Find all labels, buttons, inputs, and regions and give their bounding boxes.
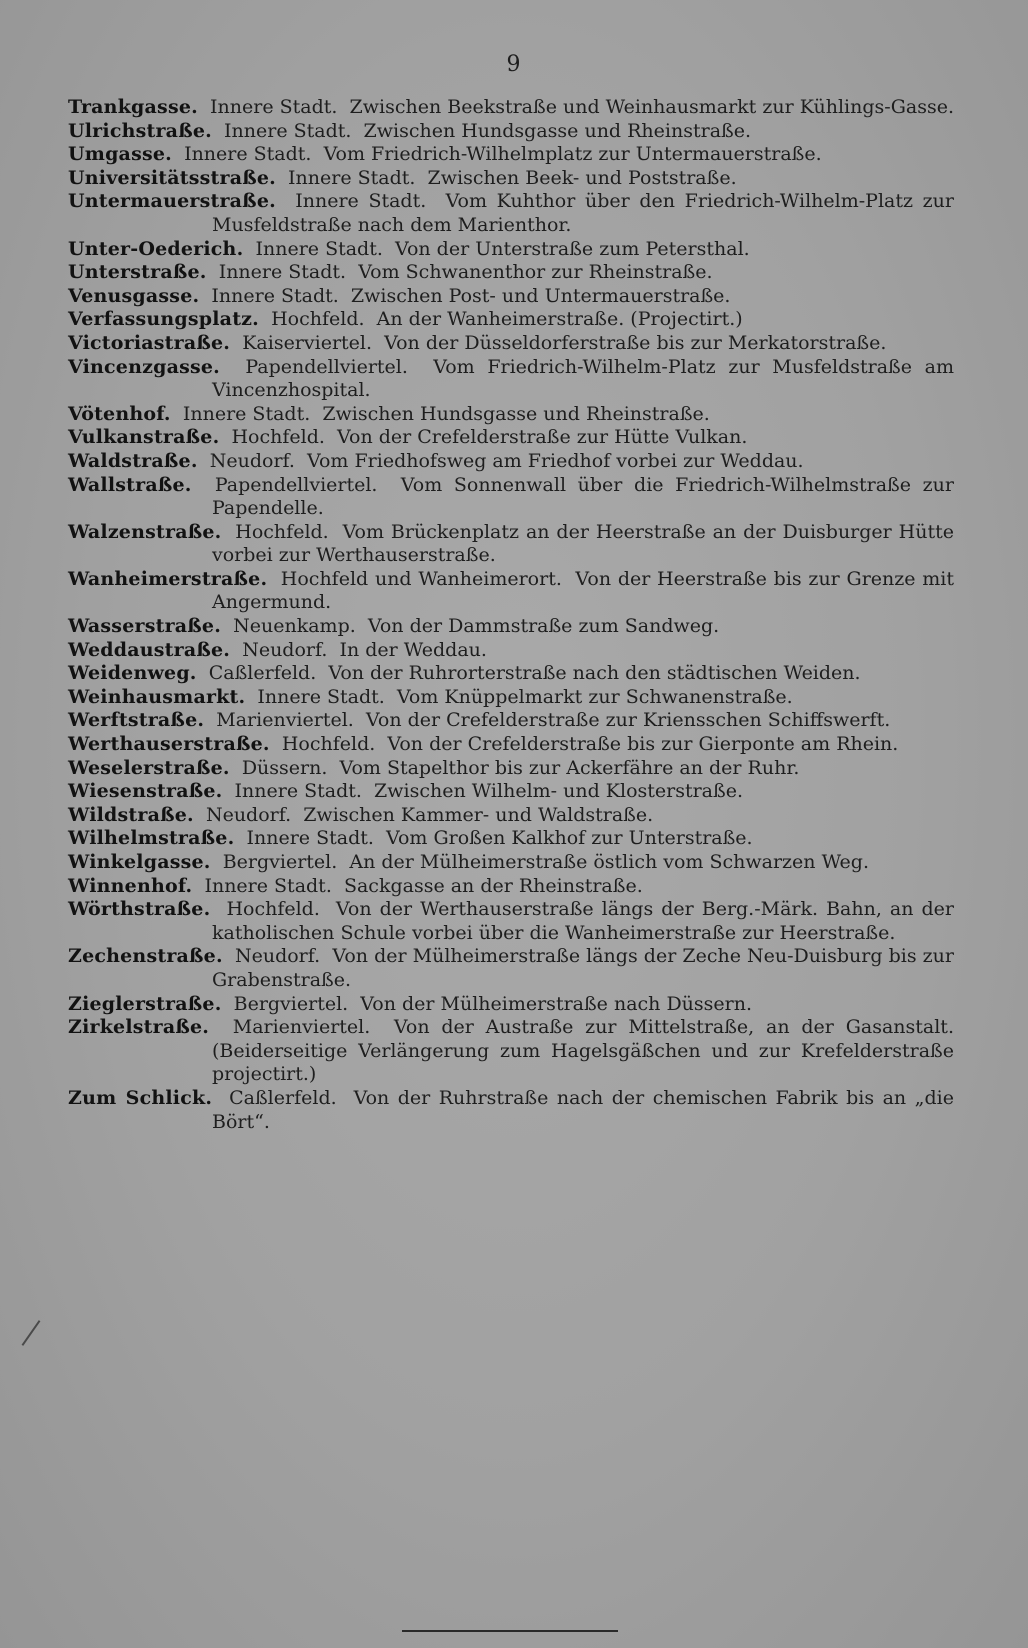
street-entry [68,851,954,875]
street-name: Winkelgasse. [68,851,211,873]
street-entry [68,332,954,356]
street-district: Innere Stadt. [182,402,311,425]
street-district: Innere Stadt. [204,874,332,897]
street-district: Neudorf. [242,638,328,661]
street-description: Von der Mülheimerstraße nach Düssern. [360,992,753,1015]
street-district: Hochfeld. [235,520,329,543]
street-name: Wilhelmstraße. [68,827,235,850]
street-name: Zechenstraße. [68,945,223,968]
street-description: Zwischen Kammer- und Waldstraße. [303,803,654,826]
street-name: Wanheimerstraße. [68,567,268,590]
street-description: Sackgasse an der Rheinstraße. [343,874,643,897]
street-description: Vom Sonnenwall über die Friedrich-Wilhelmstraße zur Papendelle. [212,473,954,520]
street-name: Venusgasse. [68,284,200,307]
street-name: Weselerstraße. [68,756,230,779]
street-entry [68,403,954,427]
street-entry [68,356,954,403]
street-name: Werthauserstraße. [68,733,270,756]
street-name: Wasserstraße. [68,615,222,638]
street-district: Neuenkamp. [233,615,356,638]
street-entry [68,568,954,615]
street-description: Vom Stapelthor bis zur Ackerfähre an der Ruhr. [339,756,800,779]
street-entry [68,1087,954,1134]
street-name: Wildstraße. [68,803,194,826]
street-directory-list [68,96,954,1134]
street-district: Kaiserviertel. [242,331,373,354]
street-district: Papendellviertel. [245,355,408,378]
street-name: Weidenweg. [68,662,197,685]
street-entry [68,804,954,828]
street-name: Zum Schlick. [68,1086,213,1109]
street-description: Von der Düsseldorferstraße bis zur Merkatorstraße. [384,331,887,354]
street-entry [68,615,954,639]
street-description: Vom Schwanenthor zur Rheinstraße. [358,261,713,284]
street-name: Universitätsstraße. [68,166,276,189]
street-name: Wörthstraße. [68,898,211,921]
street-description: Zwischen Wilhelm- und Klosterstraße. [374,780,743,803]
street-district: Innere Stadt. [295,190,427,213]
street-entry [68,686,954,710]
street-district: Innere Stadt. [218,261,347,284]
street-district: Neudorf. [205,803,292,826]
street-entry [68,120,954,144]
street-entry [68,898,954,945]
street-name: Wallstraße. [68,473,192,496]
street-description: Von der Mülheimerstraße längs der Zeche Neu-Duisburg bis zur Grabenstraße. [212,945,954,991]
street-description: Vom Friedrich-Wilhelm-Platz zur Musfeldstraße am Vincenzhospital. [212,355,954,402]
street-name: Zirkelstraße. [68,1016,210,1039]
end-rule [402,1630,618,1632]
street-description: Zwischen Post- und Untermauerstraße. [350,284,731,307]
street-district: Innere Stadt. [246,827,374,850]
street-name: Verfassungsplatz. [68,308,259,331]
street-description: Vom Friedhofsweg am Friedhof vorbei zur Weddau. [307,449,804,472]
street-district: Hochfeld. [226,898,320,921]
street-description: Zwischen Beekstraße und Weinhausmarkt zur Kühlings-Gasse. [349,96,954,118]
street-entry [68,96,954,120]
street-description: Vom Großen Kalkhof zur Unterstraße. [386,827,753,850]
street-district: Innere Stadt. [211,284,339,307]
street-district: Innere Stadt. [210,96,338,118]
street-name: Weddaustraße. [68,638,231,661]
street-entry [68,426,954,450]
street-entry [68,238,954,262]
street-entry [68,190,954,237]
street-name: Waldstraße. [68,449,198,472]
street-description: Von der Heerstraße bis zur Grenze mit Angermund. [212,567,954,614]
street-entry [68,521,954,568]
street-entry [68,827,954,851]
street-name: Wiesenstraße. [68,780,223,803]
street-description: Von der Dammstraße zum Sandweg. [367,615,720,638]
street-entry [68,261,954,285]
street-name: Unter-Oederich. [68,237,244,260]
street-district: Innere Stadt. [224,119,352,142]
street-description: Vom Friedrich-Wilhelmplatz zur Untermauerstraße. [323,143,822,166]
street-entry [68,308,954,332]
street-name: Victoriastraße. [68,331,231,354]
street-description: Zwischen Beek- und Poststraße. [427,166,737,189]
street-description: Von der Crefelderstraße zur Kriensschen Schiffswerft. [365,709,891,732]
street-district: Papendellviertel. [214,473,378,496]
street-description: Zwischen Hundsgasse und Rheinstraße. [363,119,751,142]
street-district: Innere Stadt. [234,780,362,803]
street-entry [68,285,954,309]
street-entry [68,143,954,167]
street-name: Werftstraße. [68,709,205,732]
street-entry [68,945,954,992]
street-district: Neudorf. [234,945,321,968]
street-district: Caßlerfeld. [208,662,317,685]
street-description: In der Weddau. [339,638,487,661]
street-name: Vulkanstraße. [68,426,220,449]
street-district: Innere Stadt. [255,237,383,260]
street-district: Düssern. [241,756,328,779]
street-description: Zwischen Hundsgasse und Rheinstraße. [322,402,710,425]
street-district: Hochfeld. [231,426,325,449]
street-district: Caßlerfeld. [229,1086,337,1109]
street-district: Innere Stadt. [288,166,416,189]
street-district: Innere Stadt. [257,685,385,708]
street-description: An der Wanheimerstraße. (Projectirt.) [376,308,743,331]
street-name: Walzenstraße. [68,520,222,543]
street-entry [68,757,954,781]
street-entry [68,780,954,804]
street-entry [68,450,954,474]
street-district: Bergviertel. [222,851,338,873]
street-entry [68,167,954,191]
street-name: Vötenhof. [68,402,171,425]
street-district: Hochfeld. [271,308,365,331]
street-district: Marienviertel. [216,709,354,732]
street-name: Weinhausmarkt. [68,685,246,708]
street-name: Umgasse. [68,143,172,166]
street-description: Vom Kuhthor über den Friedrich-Wilhelm-Platz zur Musfeldstraße nach dem Marienthor. [212,190,954,236]
street-entry [68,474,954,521]
street-entry [68,639,954,663]
street-description: Von der Ruhrorterstraße nach den städtischen Weiden. [328,662,861,685]
street-entry [68,709,954,733]
margin-pencil-mark [22,1320,41,1346]
street-name: Unterstraße. [68,261,207,284]
street-description: Von der Crefelderstraße zur Hütte Vulkan. [337,426,748,449]
street-description: Von der Austraße zur Mittelstraße, an der Gasanstalt. (Beiderseitige Verlängerung zum Hagelsgäßchen und zur Krefelderstraße projectirt.) [212,1016,954,1086]
street-name: Vincenzgasse. [68,355,220,378]
street-name: Zieglerstraße. [68,992,222,1015]
street-description: Von der Unterstraße zum Petersthal. [394,237,750,260]
street-entry [68,662,954,686]
street-district: Hochfeld. [281,733,376,756]
street-description: Vom Knüppelmarkt zur Schwanenstraße. [396,685,793,708]
street-description: Von der Werthauserstraße längs der Berg.-Märk. Bahn, an der katholischen Schule vorbei über die Wanheimerstraße zur Heerstraße. [212,898,954,944]
street-entry [68,875,954,899]
street-district: Innere Stadt. [184,143,312,166]
street-district: Hochfeld und Wanheimerort. [280,567,562,590]
street-name: Ulrichstraße. [68,119,212,142]
street-description: An der Mülheimerstraße östlich vom Schwarzen Weg. [349,851,870,873]
street-description: Von der Crefelderstraße bis zur Gierponte am Rhein. [387,733,899,756]
street-entry [68,1016,954,1087]
page-number: 9 [506,52,522,77]
street-entry [68,993,954,1017]
street-district: Bergviertel. [233,992,349,1015]
street-district: Neudorf. [209,449,295,472]
street-district: Marienviertel. [232,1016,371,1039]
street-name: Trankgasse. [68,96,198,118]
street-entry [68,733,954,757]
street-description: Vom Brückenplatz an der Heerstraße an der Duisburger Hütte vorbei zur Werthauserstraße. [212,520,954,567]
street-description: Von der Ruhrstraße nach der chemischen Fabrik bis an „die Bört“. [212,1086,954,1133]
street-name: Untermauerstraße. [68,190,276,213]
street-name: Winnenhof. [68,874,193,897]
